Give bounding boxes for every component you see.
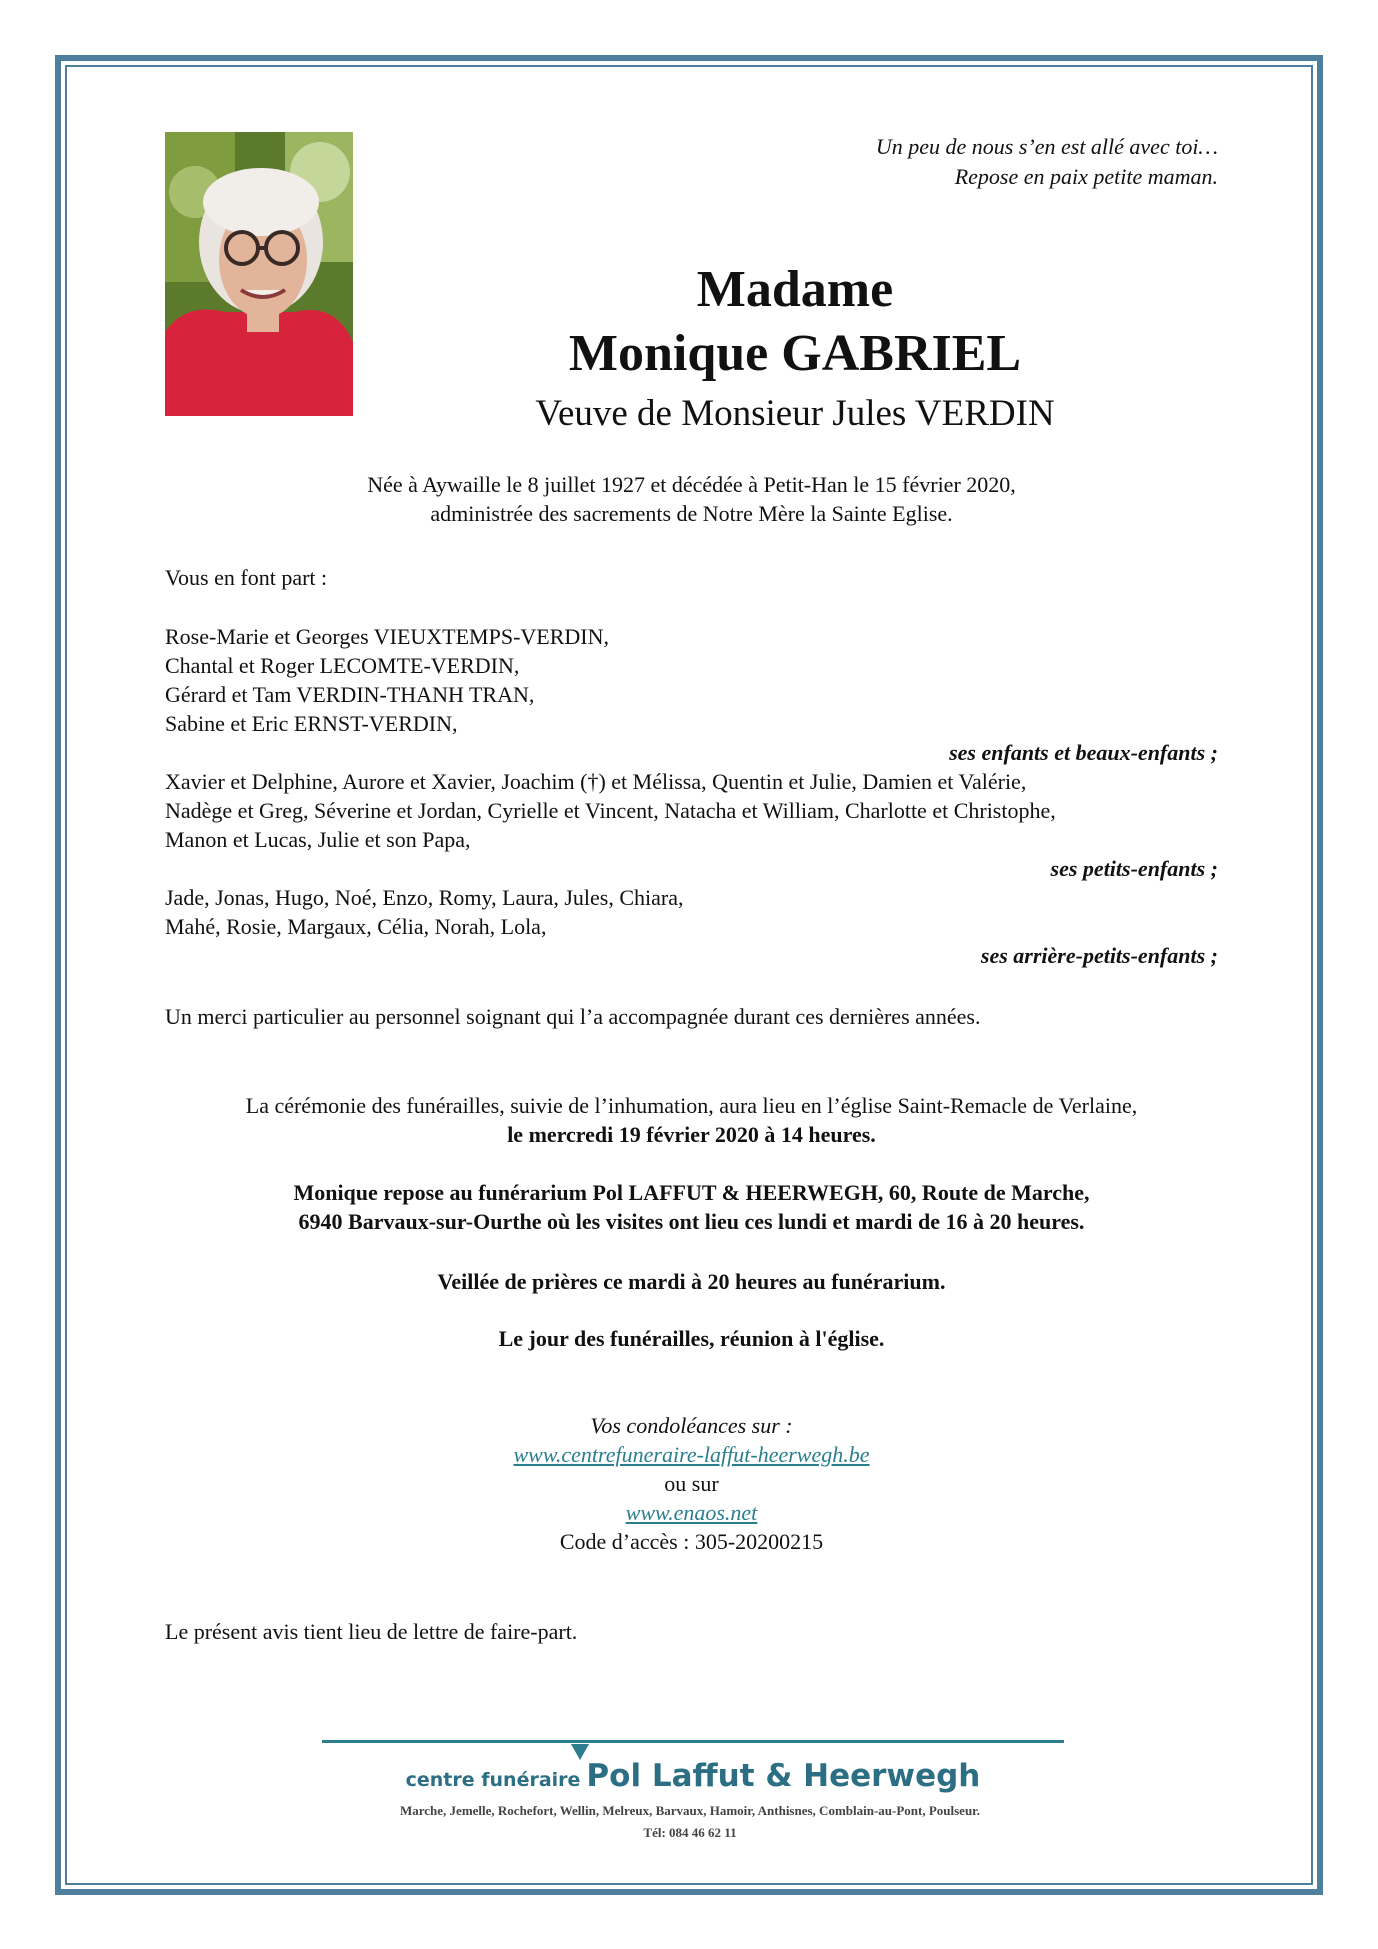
condolences-block — [165, 1411, 1218, 1556]
child-line: Chantal et Roger LECOMTE-VERDIN, — [165, 653, 520, 678]
children-label: ses enfants et beaux-enfants ; — [949, 740, 1218, 765]
repose-info — [165, 1178, 1218, 1236]
funeral-home-details — [300, 1800, 1080, 1844]
family-list — [165, 622, 1218, 970]
ceremony-line-2: le mercredi 19 février 2020 à 14 heures. — [507, 1122, 876, 1147]
child-line: Rose-Marie et Georges VIEUXTEMPS-VERDIN, — [165, 624, 610, 649]
portrait-photo — [165, 132, 353, 416]
funeral-day-info: Le jour des funérailles, réunion à l'église. — [498, 1326, 885, 1351]
grandchild-line: Manon et Lucas, Julie et son Papa, — [165, 827, 471, 852]
grandchildren-label: ses petits-enfants ; — [1050, 856, 1218, 881]
condolences-link-funeral-home[interactable]: www.centrefuneraire-laffut-heerwegh.be — [513, 1442, 870, 1467]
access-code: Code d’accès : 305-20200215 — [559, 1529, 824, 1554]
epitaph-quote — [876, 132, 1218, 192]
widow-of: Veuve de Monsieur Jules VERDIN — [535, 393, 1055, 434]
condolences-intro: Vos condoléances sur : — [590, 1413, 793, 1438]
grandchild-line: Xavier et Delphine, Aurore et Xavier, Joachim (†) et Mélissa, Quentin et Julie, Damien et Valérie, — [165, 769, 1027, 794]
birth-death-line-1: Née à Aywaille le 8 juillet 1927 et décédée à Petit-Han le 15 février 2020, — [367, 472, 1016, 497]
repose-line-2: 6940 Barvaux-sur-Ourthe où les visites ont lieu ces lundi et mardi de 16 à 20 heures. — [298, 1209, 1085, 1234]
deceased-name: Monique GABRIEL — [568, 325, 1022, 382]
vigil-info: Veillée de prières ce mardi à 20 heures au funérarium. — [437, 1269, 946, 1294]
announcement-intro: Vous en font part : — [165, 565, 328, 590]
thanks-text: Un merci particulier au personnel soignant qui l’a accompagnée durant ces dernières années. — [165, 1004, 981, 1029]
great-grandchild-line: Jade, Jonas, Hugo, Noé, Enzo, Romy, Laura, Jules, Chiara, — [165, 885, 684, 910]
deceased-title — [430, 258, 1160, 438]
logo-prefix: centre funéraire — [405, 1769, 581, 1791]
footer-divider — [322, 1740, 1064, 1743]
great-grandchildren-label: ses arrière-petits-enfants ; — [980, 943, 1218, 968]
closing-note: Le présent avis tient lieu de lettre de faire-part. — [165, 1619, 578, 1644]
ceremony-line-1: La cérémonie des funérailles, suivie de l’inhumation, aura lieu en l’église Saint-Remacle de Verlaine, — [245, 1093, 1138, 1118]
birth-death-info — [165, 470, 1218, 528]
footer-towns: Marche, Jemelle, Rochefort, Wellin, Melreux, Barvaux, Hamoir, Anthisnes, Comblain-au-Pont, Poulseur. — [399, 1803, 981, 1818]
condolences-or: ou sur — [664, 1471, 719, 1496]
footer-phone: Tél: 084 46 62 11 — [643, 1825, 737, 1840]
civility: Madame — [696, 261, 894, 318]
child-line: Sabine et Eric ERNST-VERDIN, — [165, 711, 458, 736]
funeral-home-logo — [322, 1758, 1064, 1794]
child-line: Gérard et Tam VERDIN-THANH TRAN, — [165, 682, 535, 707]
grandchild-line: Nadège et Greg, Séverine et Jordan, Cyrielle et Vincent, Natacha et William, Charlotte et Christophe, — [165, 798, 1056, 823]
logo-name: Pol Laffut & Heerwegh — [586, 1758, 981, 1794]
quote-line-1: Un peu de nous s’en est allé avec toi… — [875, 134, 1218, 159]
repose-line-1: Monique repose au funérarium Pol LAFFUT & HEERWEGH, 60, Route de Marche, — [293, 1180, 1090, 1205]
condolences-link-enaos[interactable]: www.enaos.net — [625, 1500, 758, 1525]
birth-death-line-2: administrée des sacrements de Notre Mère la Sainte Eglise. — [430, 501, 953, 526]
great-grandchild-line: Mahé, Rosie, Margaux, Célia, Norah, Lola, — [165, 914, 547, 939]
quote-line-2: Repose en paix petite maman. — [954, 164, 1218, 189]
ceremony-info — [165, 1091, 1218, 1149]
